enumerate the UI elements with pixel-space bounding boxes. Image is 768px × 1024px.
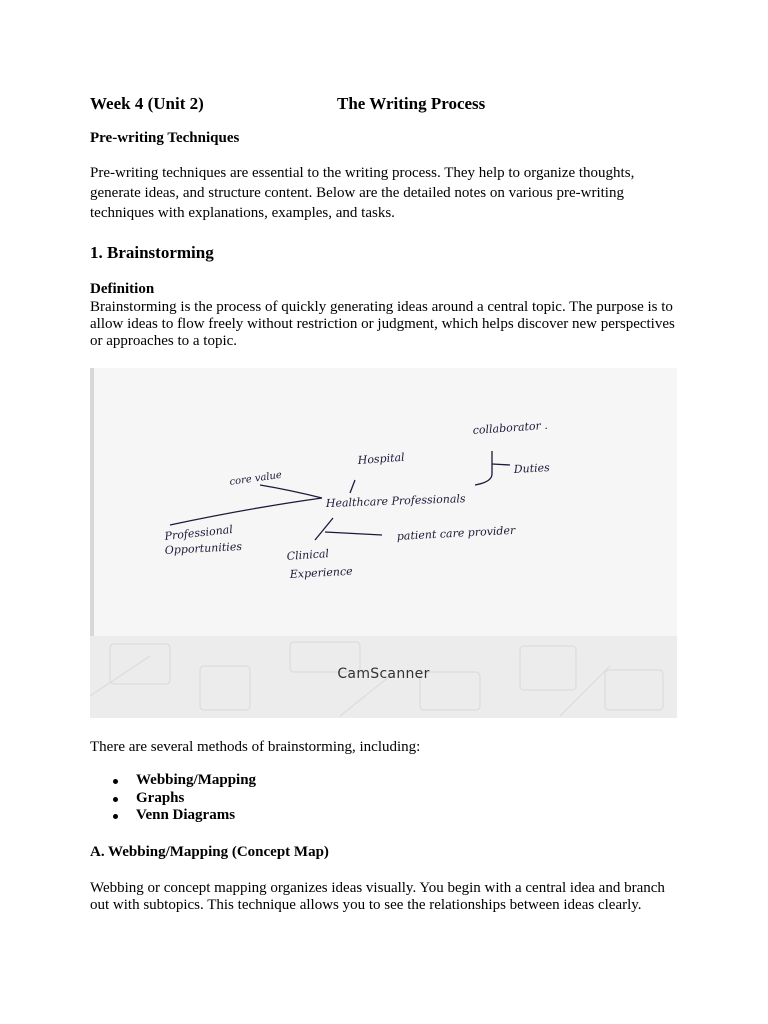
diagram-labels	[163, 419, 550, 581]
label-duties: Duties	[513, 461, 551, 476]
definition-line: Brainstorming is the process of quickly generating ideas around a central topic. The purpose is to	[90, 299, 673, 315]
label-center: Healthcare Professionals	[325, 492, 466, 510]
label-opportunities: Opportunities	[164, 539, 243, 557]
label-collaborator: collaborator .	[472, 418, 549, 437]
page-title: The Writing Process	[337, 94, 486, 113]
connector-core-value	[260, 485, 322, 498]
prewriting-intro-line: Pre-writing techniques are essential to the writing process. They help to organize thoughts,	[90, 165, 635, 181]
webbing-line: out with subtopics. This technique allows you to see the relationships between ideas clearly.	[90, 897, 642, 913]
camscanner-logo-text: CamScanner	[337, 666, 430, 682]
bullet-icon	[113, 779, 118, 784]
brainstorming-heading: 1. Brainstorming	[90, 243, 214, 262]
connector-professional-opportunities	[170, 498, 322, 525]
label-professional: Professional	[163, 522, 234, 543]
prewriting-intro-line: generate ideas, and structure content. Below are the detailed notes on various pre-writing	[90, 185, 624, 201]
webbing-line: Webbing or concept mapping organizes ideas visually. You begin with a central idea and branch	[90, 880, 665, 896]
definition-line: or approaches to a topic.	[90, 333, 238, 349]
bullet-icon	[113, 797, 118, 802]
list-item	[90, 772, 256, 790]
scanned-brainstorm-image	[90, 368, 677, 718]
label-experience: Experience	[289, 564, 353, 581]
methods-intro: There are several methods of brainstorming, including:	[90, 739, 421, 755]
method-label: Graphs	[136, 789, 185, 806]
list-item	[90, 807, 256, 825]
definition-text	[90, 299, 680, 350]
brainstorming-methods-list	[90, 772, 256, 825]
label-clinical: Clinical	[286, 547, 330, 563]
prewriting-heading: Pre-writing Techniques	[90, 130, 240, 146]
week-label: Week 4 (Unit 2)	[90, 94, 204, 113]
definition-label: Definition	[90, 281, 155, 297]
definition-line: allow ideas to flow freely without restriction or judgment, which helps discover new perspectives	[90, 316, 675, 332]
scan-edge	[90, 368, 94, 636]
connector-duties	[492, 464, 510, 465]
brainstorm-diagram	[90, 368, 677, 636]
method-label: Venn Diagrams	[136, 807, 236, 823]
webbing-heading: A. Webbing/Mapping (Concept Map)	[90, 844, 329, 860]
list-item	[90, 790, 256, 808]
label-core-value: core value	[228, 469, 283, 488]
label-patient-care-provider: patient care provider	[396, 523, 516, 543]
label-hospital: Hospital	[357, 450, 406, 467]
connector-collaborator	[475, 451, 492, 485]
prewriting-intro	[90, 163, 680, 223]
method-label: Webbing/Mapping	[136, 772, 257, 788]
bullet-icon	[113, 814, 118, 819]
webbing-text	[90, 880, 680, 914]
prewriting-intro-line: techniques with explanations, examples, and tasks.	[90, 205, 395, 221]
connector-patient-care	[325, 532, 382, 535]
connector-clinical-experience	[315, 518, 333, 540]
connector-hospital	[350, 480, 355, 493]
